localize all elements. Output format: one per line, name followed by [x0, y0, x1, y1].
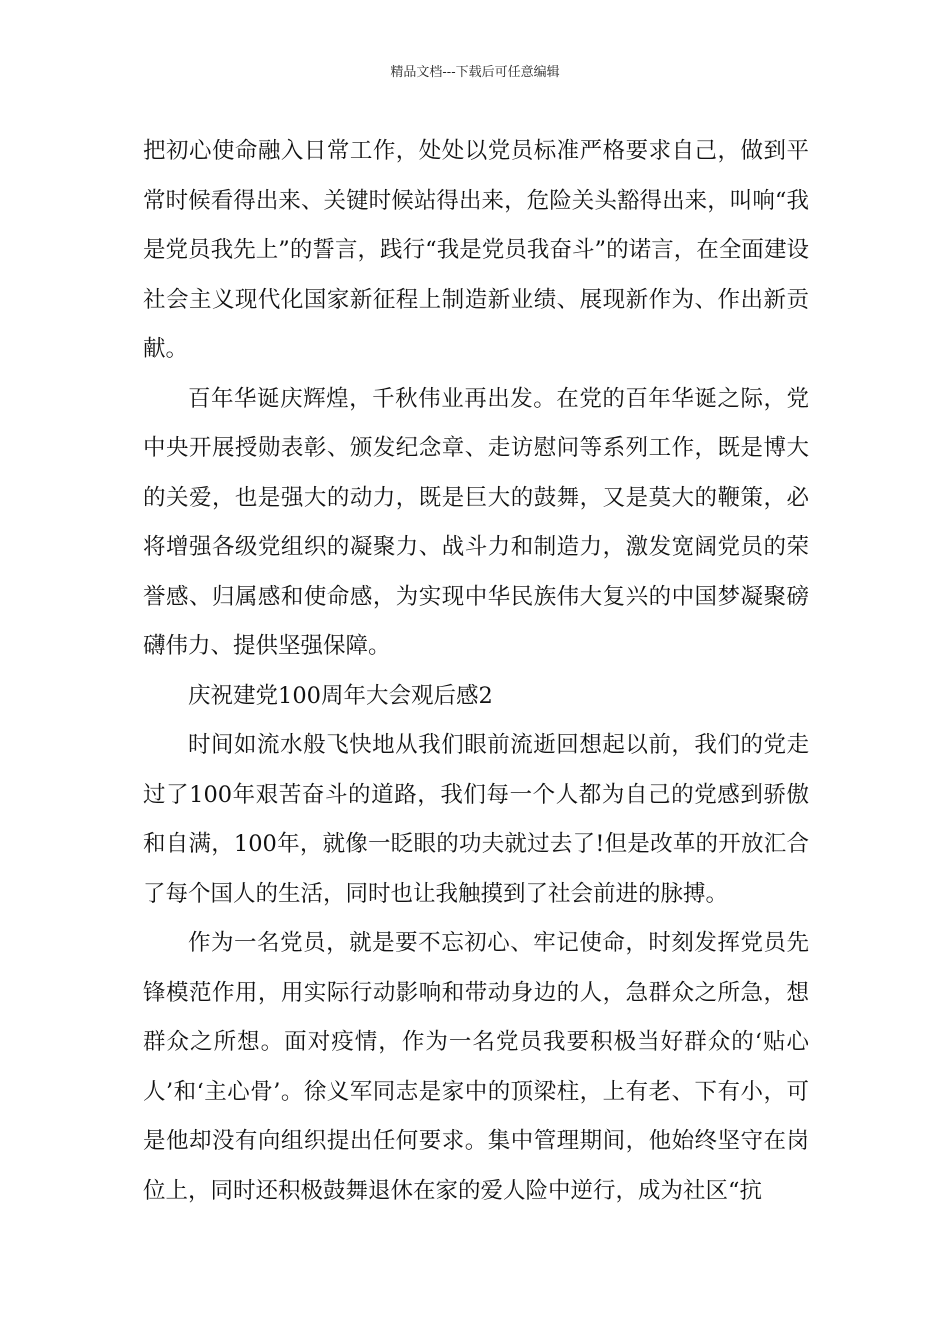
page-header: 精品文档---下载后可任意编辑 — [390, 65, 560, 80]
paragraph-2: 百年华诞庆辉煌，千秋伟业再出发。在党的百年华诞之际，党中央开展授勋表彰、颁发纪念章、走访慰问等系列工作，既是博大的关爱，也是强大的动力，既是巨大的鼓舞，又是莫大的鞭策，必将增强各级党组织的凝聚力、战斗力和制造力，激发宽阔党员的荣誉感、归属感和使命感，为实现中华民族伟大复兴的中国梦凝聚磅礴伟力、提供坚强保障。 — [143, 385, 809, 659]
paragraph-3: 时间如流水般飞快地从我们眼前流逝回想起以前，我们的党走过了100年艰苦奋斗的道路，我们每一个人都为自己的党感到骄傲和自满，100年，就像一眨眼的功夫就过去了!但是改革的开放汇合了每个国人的生活，同时也让我触摸到了社会前进的脉搏。 — [143, 732, 809, 907]
document-body — [143, 127, 809, 1216]
paragraph-1: 把初心使命融入日常工作，处处以党员标准严格要求自己，做到平常时候看得出来、关键时候站得出来，危险关头豁得出来，叫响“我是党员我先上”的誓言，践行“我是党员我奋斗”的诺言，在全面建设社会主义现代化国家新征程上制造新业绩、展现新作为、作出新贡献。 — [143, 138, 809, 362]
section-title: 庆祝建党100周年大会观后感2 — [188, 682, 493, 709]
paragraph-4: 作为一名党员，就是要不忘初心、牢记使命，时刻发挥党员先锋模范作用，用实际行动影响和带动身边的人，急群众之所急，想群众之所想。面对疫情，作为一名党员我要积极当好群众的‘贴心人’和‘主心骨’。徐义军同志是家中的顶梁柱，上有老、下有小，可是他却没有向组织提出任何要求。集中管理期间，他始终坚守在岗位上，同时还积极鼓舞退休在家的爱人险中逆行，成为社区“抗 — [143, 930, 809, 1204]
